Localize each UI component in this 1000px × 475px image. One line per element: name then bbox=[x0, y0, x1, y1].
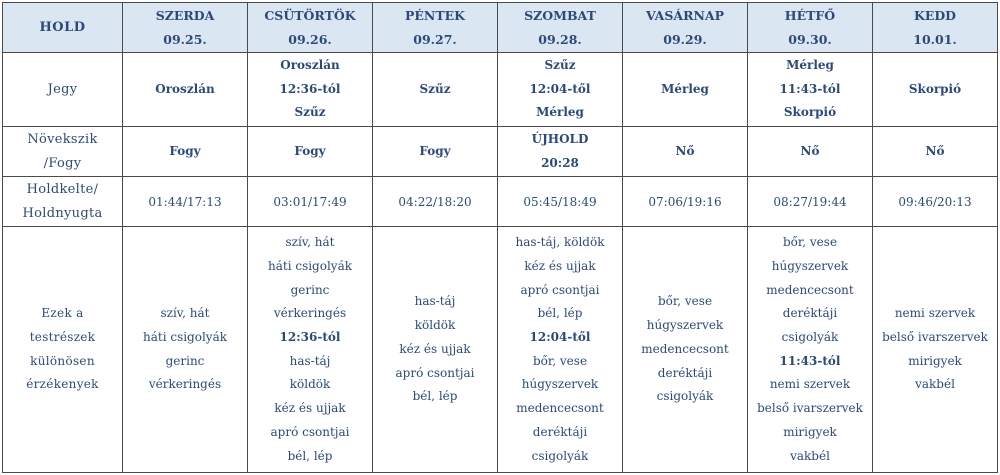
rise-set-cell: 09:46/20:13 bbox=[873, 177, 998, 227]
day-header bbox=[498, 3, 623, 53]
body-parts-cell bbox=[123, 227, 248, 473]
body-part-line: kéz és ujjak bbox=[524, 258, 596, 273]
sign-line: 11:43-tól bbox=[779, 81, 841, 96]
corner-header: HOLD bbox=[3, 3, 123, 53]
body-part-line: mirigyek bbox=[783, 424, 837, 439]
body-parts-cell bbox=[748, 227, 873, 473]
body-part-line: húgyszervek bbox=[521, 377, 599, 392]
body-part-line: vakbél bbox=[790, 448, 830, 463]
rise-set-cell: 05:45/18:49 bbox=[498, 177, 623, 227]
body-part-line: medencecsont bbox=[766, 282, 854, 297]
day-name: HÉTFŐ bbox=[784, 7, 836, 23]
row-label-rise-line: Holdnyugta bbox=[22, 205, 103, 221]
body-part-line: bőr, vese bbox=[657, 294, 713, 309]
day-date: 09.28. bbox=[538, 31, 582, 47]
phase-cell bbox=[373, 127, 498, 177]
body-parts-cell bbox=[623, 227, 748, 473]
sign-line: 12:04-től bbox=[529, 81, 591, 96]
day-header bbox=[248, 3, 373, 53]
body-part-line: deréktáji bbox=[782, 306, 838, 321]
body-part-line: vérkeringés bbox=[273, 306, 347, 321]
rise-set-cell: 04:22/18:20 bbox=[373, 177, 498, 227]
body-part-line: apró csontjai bbox=[395, 365, 475, 380]
sign-cell bbox=[623, 53, 748, 127]
body-part-line: húgyszervek bbox=[771, 258, 849, 273]
body-part-line: nemi szervek bbox=[894, 306, 976, 321]
day-name: PÉNTEK bbox=[404, 7, 466, 23]
sign-line: Skorpió bbox=[783, 105, 837, 120]
rise-set-cell: 01:44/17:13 bbox=[123, 177, 248, 227]
day-date: 09.29. bbox=[663, 31, 707, 47]
day-name: VASÁRNAP bbox=[645, 7, 725, 23]
row-body-parts bbox=[3, 227, 998, 473]
sign-line: Szűz bbox=[544, 58, 576, 73]
phase-line: 20:28 bbox=[541, 155, 579, 170]
day-date: 09.27. bbox=[413, 31, 457, 47]
day-header bbox=[873, 3, 998, 53]
phase-line: Fogy bbox=[419, 143, 451, 158]
body-part-line: bél, lép bbox=[412, 389, 458, 404]
row-label-body-line: Ezek a bbox=[41, 306, 84, 321]
body-part-line: has-táj bbox=[289, 353, 331, 368]
body-part-line: nemi szervek bbox=[769, 377, 851, 392]
day-date: 09.25. bbox=[163, 31, 207, 47]
sign-cell bbox=[123, 53, 248, 127]
sign-cell bbox=[873, 53, 998, 127]
sign-line: Oroszlán bbox=[155, 81, 215, 96]
body-part-line: bél, lép bbox=[287, 448, 333, 463]
day-name: SZERDA bbox=[155, 7, 215, 23]
day-name: SZOMBAT bbox=[524, 7, 596, 23]
row-label-phase-line: Növekszik bbox=[27, 132, 98, 148]
body-part-line: has-táj bbox=[414, 294, 456, 309]
body-part-line: köldök bbox=[289, 377, 331, 392]
phase-line: Nő bbox=[800, 143, 820, 158]
phase-cell bbox=[123, 127, 248, 177]
body-parts-cell bbox=[373, 227, 498, 473]
body-part-line: 11:43-tól bbox=[779, 353, 841, 368]
body-part-line: csigolyák bbox=[656, 389, 714, 404]
body-part-line: gerinc bbox=[290, 282, 330, 297]
body-part-line: apró csontjai bbox=[270, 424, 350, 439]
body-part-line: medencecsont bbox=[641, 341, 729, 356]
sign-line: Mérleg bbox=[661, 81, 709, 96]
body-part-line: belső ivarszervek bbox=[757, 401, 863, 416]
moon-calendar-table bbox=[2, 2, 998, 473]
sign-line: Oroszlán bbox=[280, 58, 340, 73]
row-label-body-parts bbox=[3, 227, 123, 473]
rise-set-cell: 07:06/19:16 bbox=[623, 177, 748, 227]
day-name: KEDD bbox=[913, 7, 957, 23]
row-label-phase bbox=[3, 127, 123, 177]
sign-line: 12:36-tól bbox=[279, 81, 341, 96]
body-part-line: húgyszervek bbox=[646, 318, 724, 333]
body-part-line: kéz és ujjak bbox=[399, 341, 471, 356]
row-label-phase-line: /Fogy bbox=[43, 155, 82, 171]
day-header bbox=[123, 3, 248, 53]
body-part-line: bél, lép bbox=[537, 306, 583, 321]
phase-line: Nő bbox=[925, 143, 945, 158]
row-rise bbox=[3, 177, 998, 227]
phase-cell bbox=[873, 127, 998, 177]
phase-cell bbox=[498, 127, 623, 177]
phase-cell bbox=[748, 127, 873, 177]
phase-cell bbox=[248, 127, 373, 177]
body-part-line: köldök bbox=[414, 318, 456, 333]
body-parts-cell bbox=[873, 227, 998, 473]
day-date: 09.26. bbox=[288, 31, 332, 47]
sign-cell bbox=[748, 53, 873, 127]
row-label-rise bbox=[3, 177, 123, 227]
body-parts-cell bbox=[498, 227, 623, 473]
rise-set-cell: 08:27/19:44 bbox=[748, 177, 873, 227]
sign-cell bbox=[248, 53, 373, 127]
day-date: 10.01. bbox=[913, 31, 957, 47]
body-part-line: deréktáji bbox=[657, 365, 713, 380]
sign-line: Mérleg bbox=[536, 105, 584, 120]
phase-line: Nő bbox=[675, 143, 695, 158]
body-part-line: szív, hát bbox=[160, 306, 210, 321]
body-part-line: háti csigolyák bbox=[142, 329, 228, 344]
header-row bbox=[3, 3, 998, 53]
body-part-line: bőr, vese bbox=[782, 235, 838, 250]
phase-line: ÚJHOLD bbox=[531, 132, 589, 147]
phase-line: Fogy bbox=[294, 143, 326, 158]
body-part-line: 12:36-tól bbox=[279, 329, 341, 344]
sign-line: Skorpió bbox=[908, 81, 962, 96]
sign-cell bbox=[373, 53, 498, 127]
body-part-line: vérkeringés bbox=[148, 377, 222, 392]
day-name: CSÜTÖRTÖK bbox=[264, 7, 356, 23]
body-part-line: bőr, vese bbox=[532, 353, 588, 368]
sign-cell bbox=[498, 53, 623, 127]
body-part-line: szív, hát bbox=[285, 235, 335, 250]
body-part-line: vakbél bbox=[915, 377, 955, 392]
body-part-line: belső ivarszervek bbox=[882, 329, 988, 344]
row-phase bbox=[3, 127, 998, 177]
row-jegy bbox=[3, 53, 998, 127]
body-part-line: háti csigolyák bbox=[267, 258, 353, 273]
body-part-line: deréktáji bbox=[532, 424, 588, 439]
row-label-rise-line: Holdkelte/ bbox=[26, 182, 99, 198]
body-part-line: mirigyek bbox=[908, 353, 962, 368]
body-parts-cell bbox=[248, 227, 373, 473]
phase-cell bbox=[623, 127, 748, 177]
day-header bbox=[748, 3, 873, 53]
row-label-body-line: testrészek bbox=[29, 329, 96, 344]
day-date: 09.30. bbox=[788, 31, 832, 47]
phase-line: Fogy bbox=[169, 143, 201, 158]
body-part-line: kéz és ujjak bbox=[274, 401, 346, 416]
sign-line: Szűz bbox=[294, 105, 326, 120]
day-header bbox=[373, 3, 498, 53]
row-label-body-line: különösen bbox=[30, 353, 95, 368]
body-part-line: 12:04-től bbox=[529, 329, 591, 344]
day-header bbox=[623, 3, 748, 53]
body-part-line: gerinc bbox=[165, 353, 205, 368]
body-part-line: csigolyák bbox=[781, 329, 839, 344]
row-label-jegy: Jegy bbox=[3, 53, 123, 127]
body-part-line: csigolyák bbox=[531, 448, 589, 463]
row-label-body-line: érzékenyek bbox=[26, 377, 99, 392]
sign-line: Mérleg bbox=[786, 58, 834, 73]
sign-line: Szűz bbox=[419, 81, 451, 96]
body-part-line: medencecsont bbox=[516, 401, 604, 416]
body-part-line: apró csontjai bbox=[520, 282, 600, 297]
body-part-line: has-táj, köldök bbox=[515, 235, 605, 250]
rise-set-cell: 03:01/17:49 bbox=[248, 177, 373, 227]
